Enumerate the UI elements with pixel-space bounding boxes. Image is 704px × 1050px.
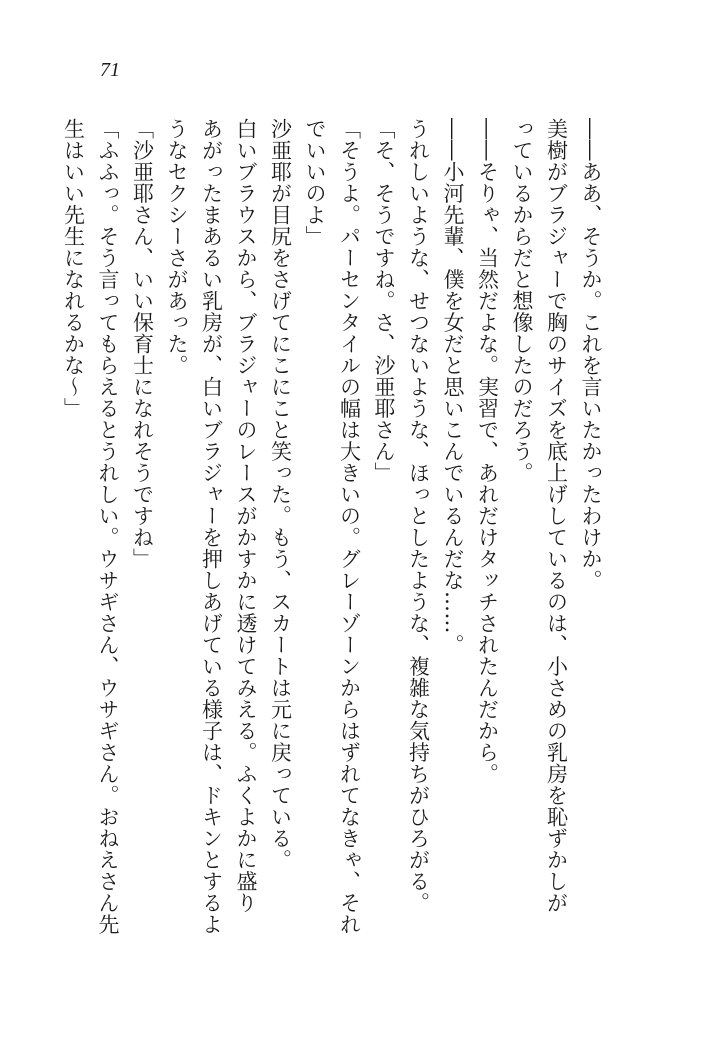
text-line: 「そうよ。パーセンタイルの幅は大きいの。グレーゾーンからはずれてなきゃ、それ — [337, 118, 362, 935]
body-text — [56, 118, 608, 998]
text-line: ――小河先輩、僕を女だと思いこんでいるんだな……。 — [441, 118, 465, 656]
text-line: 白いブラウスから、ブラジャーのレースがかすかに透けてみえる。ふくよかに盛り — [234, 118, 258, 914]
text-line: っているからだと想像したのだろう。 — [510, 118, 534, 484]
text-line: 「ふふっ。そう言ってもらえるとうれしい。ウサギさん、ウサギさん。おねえさん先 — [96, 118, 120, 935]
page-number: 71 — [100, 59, 120, 81]
text-line: でいいのよ」 — [303, 118, 327, 247]
text-line: 美樹がブラジャーで胸のサイズを底上げしているのは、小さめの乳房を恥ずかしが — [544, 118, 569, 914]
text-line: うなセクシーさがあった。 — [165, 118, 189, 376]
text-line: あがったまあるい乳房が、白いブラジャーを押しあげている様子は、ドキンとするよ — [199, 118, 224, 935]
text-line: 沙亜耶が目尻をさげてにこにこと笑った。もう、スカートは元に戻っている。 — [268, 118, 293, 871]
text-line: 「そ、そうですね。さ、沙亜耶さん」 — [372, 118, 396, 484]
text-line: 「沙亜耶さん、いい保育士になれそうですね」 — [130, 118, 155, 570]
text-line: 生はいい先生になれるかな～」 — [61, 118, 86, 419]
text-line: ――ああ、そうか。これを言いたかったわけか。 — [579, 118, 603, 591]
text-line: ――そりゃ、当然だよな。実習で、あれだけタッチされたんだから。 — [475, 118, 500, 785]
text-line: うれしいような、せつないような、ほっとしたような、複雑な気持ちがひろがる。 — [406, 118, 431, 914]
